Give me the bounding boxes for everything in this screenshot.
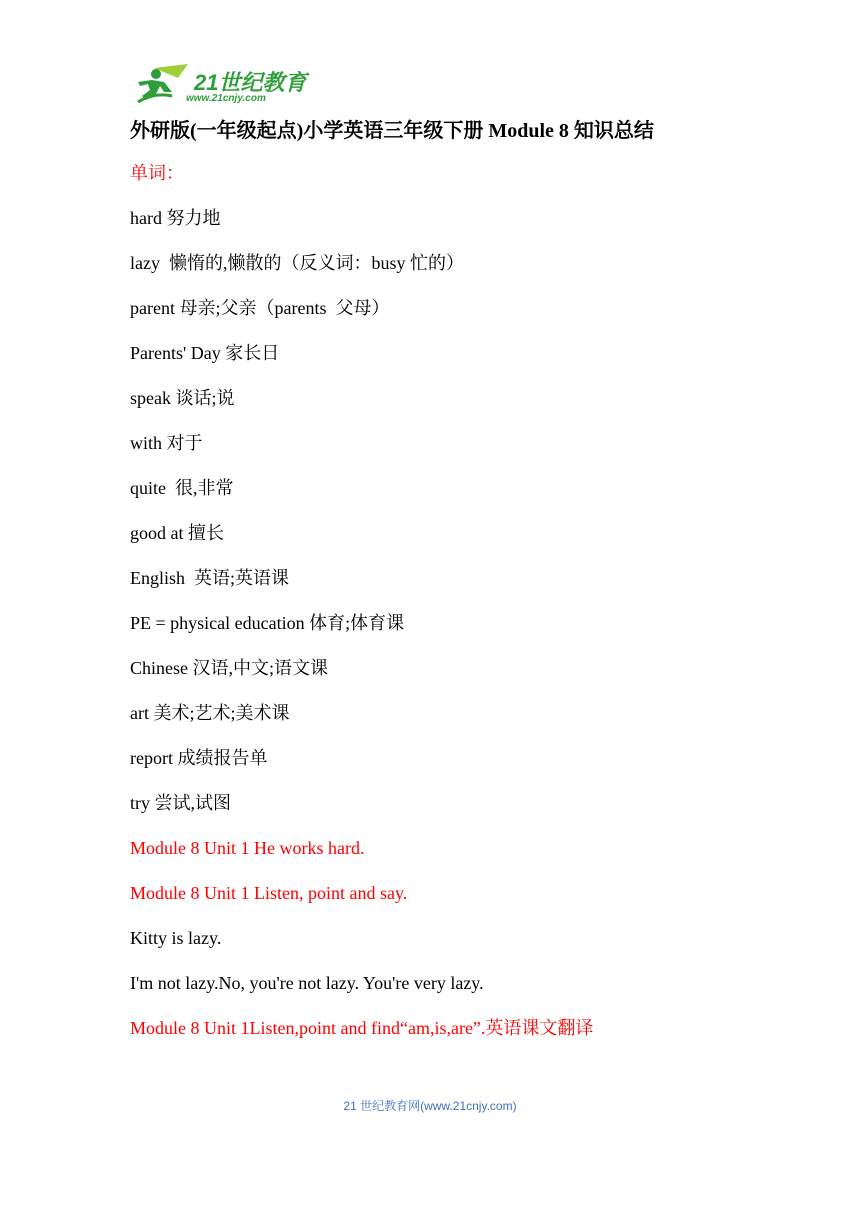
section-heading-unit1: Module 8 Unit 1 He works hard. [130,838,365,858]
dialogue-line: Kitty is lazy. [130,928,222,948]
section-heading-vocabulary: 单词： [130,163,184,183]
vocab-line: English 英语;英语课 [130,568,290,588]
vocab-line: with 对于 [130,433,203,453]
document-title: 外研版(一年级起点)小学英语三年级下册 Module 8 知识总结 [130,120,654,142]
dialogue-line: I'm not lazy.No, you're not lazy. You're very lazy. [130,973,484,993]
vocab-line: hard 努力地 [130,208,221,228]
vocab-line: Chinese 汉语,中文;语文课 [130,658,328,678]
site-logo [134,62,314,108]
vocab-line: Parents' Day 家长日 [130,343,280,363]
vocab-line: speak 谈话;说 [130,388,235,408]
vocab-line: try 尝试,试图 [130,793,231,813]
vocab-line: good at 擅长 [130,523,224,543]
section-heading-listen-point-say: Module 8 Unit 1 Listen, point and say. [130,883,408,903]
vocab-line: parent 母亲;父亲（parents 父母） [130,298,390,318]
vocab-line: lazy 懒惰的,懒散的（反义词：busy 忙的） [130,253,464,273]
logo-url: www.21cnjy.com [186,93,266,104]
section-heading-listen-point-find: Module 8 Unit 1Listen,point and find“am,is,are”.英语课文翻译 [130,1018,594,1038]
vocab-line: report 成绩报告单 [130,748,268,768]
vocab-line: quite 很,非常 [130,478,234,498]
vocab-line: PE = physical education 体育;体育课 [130,613,405,633]
vocab-line: art 美术;艺术;美术课 [130,703,290,723]
logo-text: 21世纪教育 [194,70,307,95]
page-footer: 21 世纪教育网(www.21cnjy.com) [343,1099,517,1113]
runner-logo-icon [134,62,190,108]
